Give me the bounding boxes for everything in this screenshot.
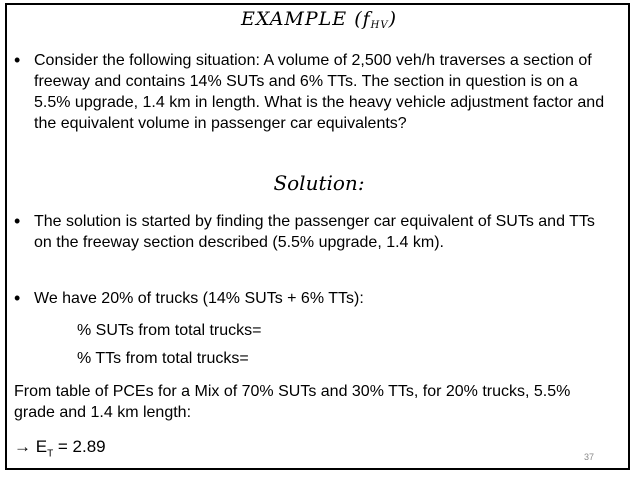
bullet-situation	[14, 50, 614, 134]
bullet-dot: •	[14, 50, 21, 70]
table-note: From table of PCEs for a Mix of 70% SUTs and 30% TTs, for 20% trucks, 5.5% grade and 1.4 km length:	[14, 383, 571, 421]
tts-share-line: % TTs from total trucks=	[77, 350, 249, 367]
bullet-solution-start	[14, 211, 614, 253]
solution-heading: Solution:	[273, 171, 365, 195]
suts-share-line: % SUTs from total trucks=	[77, 322, 262, 339]
page-number: 37	[583, 452, 594, 462]
bullet-solution-start-text: The solution is started by finding the passenger car equivalent of SUTs and TTs on the freeway section described (5.5% upgrade, 1.4 km).	[34, 213, 595, 251]
bullet-trucks-text: We have 20% of trucks (14% SUTs + 6% TTs):	[34, 290, 364, 307]
et-result: → $E_T = 2.89$	[14, 437, 106, 460]
slide-title: EXAMPLE $(f_{HV})$	[240, 8, 398, 31]
bullet-trucks	[14, 288, 614, 309]
bullet-situation-text: Consider the following situation: A volume of 2,500 veh/h traverses a section of freeway and contains 14% SUTs and 6% TTs. The section in question is on a 5.5% upgrade, 1.4 km in length. What is the heavy vehicle adjustment factor and the equivalent volume in passenger car equivalents?	[34, 52, 605, 132]
bullet-dot: •	[14, 288, 21, 308]
bullet-dot: •	[14, 211, 21, 231]
